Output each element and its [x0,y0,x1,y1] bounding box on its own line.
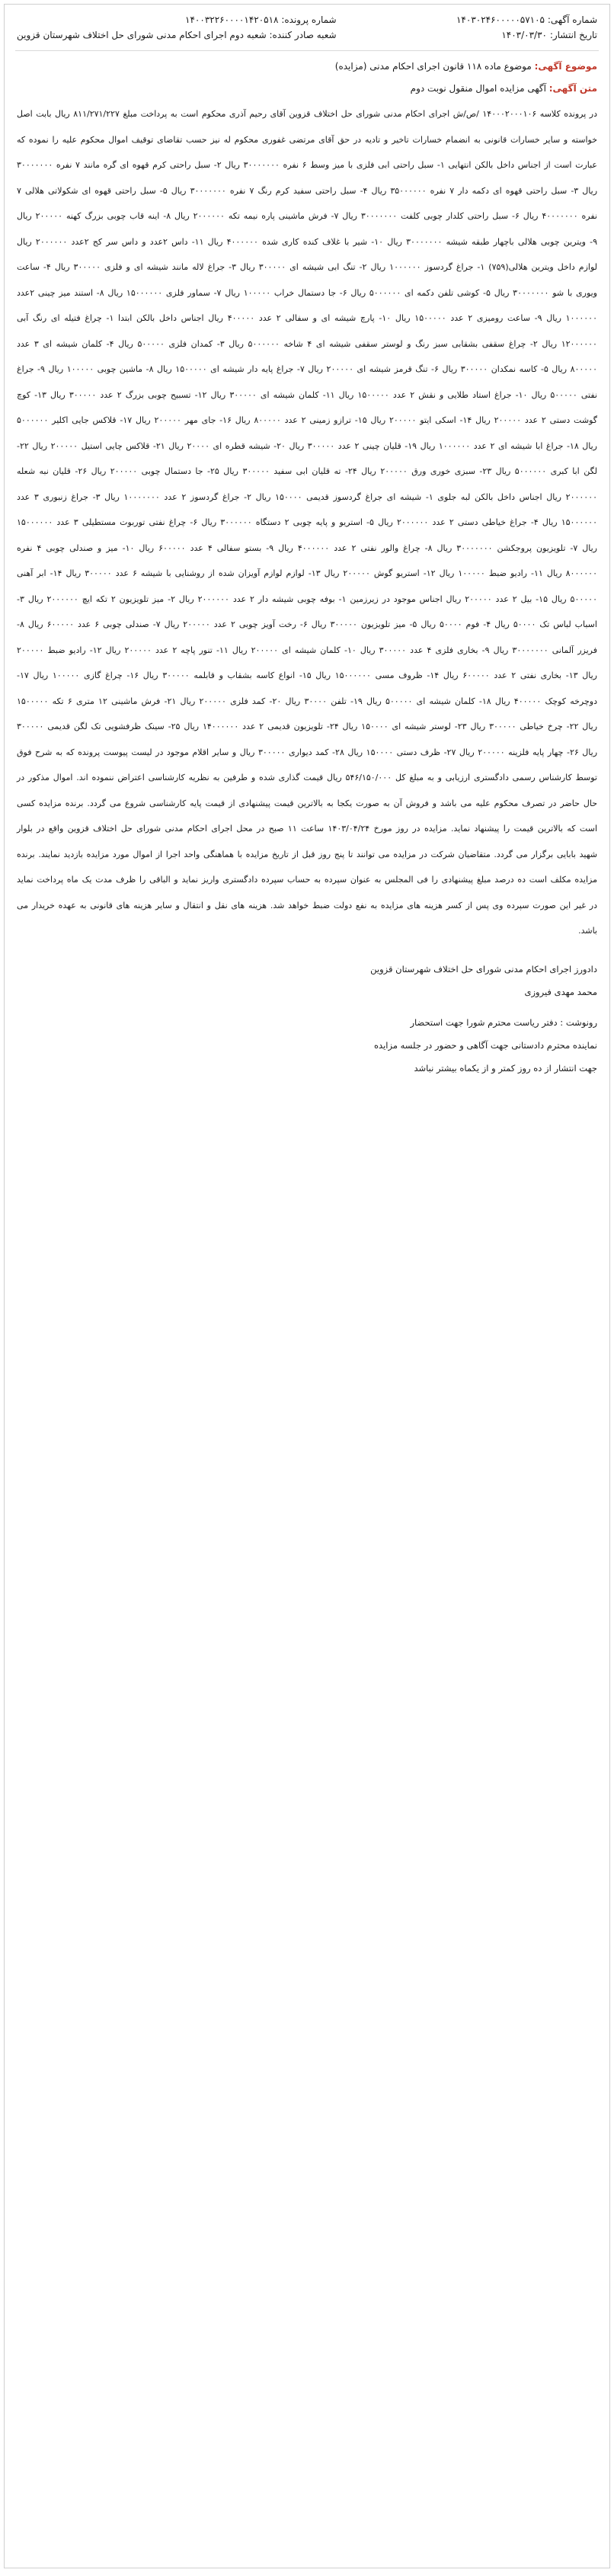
signature-office: دادورز اجرای احکام مدنی شورای حل اختلاف شهرستان قزوین [370,963,597,974]
publish-date-value: ۱۴۰۳/۰۳/۳۰ [501,30,547,40]
body-heading [17,80,597,97]
notice-sheet [4,4,610,2568]
copies-list [5,1003,609,1080]
case-number-value: ۱۴۰۰۳۲۲۶۰۰۰۰۱۴۲۰۵۱۸ [185,14,279,25]
case-number-label: شماره پرونده: [281,14,337,25]
body-paragraph: در پرونده کلاسه ۱۴۰۰۰۲۰۰۰۱۰۶ /ص/ش اجرای احکام مدنی شورای حل اختلاف قزوین آقای رحیم آذری محکوم است به پرداخت مبلغ ۸۱۱/۲۷۱/۲۲۷ ریال بابت اصل خواسته و سایر خسارات قانونی به انضمام خسارات تاخیر و تادیه در حق آقای مرتضی غفوری محکوم له نیز حسب تقاضای توقیف اموال محکوم علیه را نموده که عبارت است از اجناس داخل بالکن انتهایی ۱- سبل راحتی ابی فلزی با میز وسط ۶ نفره ۳۰۰۰۰۰۰۰ ریال ۲- سبل راحتی کرم قهوه ای گره مانند ۷ نفره ۳۰۰۰۰۰۰۰ ریال ۳- سبل راحتی قهوه ای دکمه دار ۷ نفره ۳۵۰۰۰۰۰۰ ریال ۴- سبل راحتی سفید کرم رنگ ۷ نفره ۳۰۰۰۰۰۰۰ ریال ۵- سبل راحتی قهوه ای شکولاتی هلالی ۷ نفره ۴۰۰۰۰۰۰۰ ریال ۶- سبل راحتی کلدار چوبی کلفت ۳۰۰۰۰۰۰۰ ریال ۷- فرش ماشینی پاره نیمه تکه ۲۰۰۰۰۰۰ ریال ۸- اینه قاب چوبی بزرگ کهنه ۲۰۰۰۰۰ ریال ۹- ویترین چوبی هلالی باچهار طبقه شیشه ۳۰۰۰۰۰۰۰ ریال ۱۰- شیر با غلاف کنده کاری شده ۴۰۰۰۰۰۰ ریال ۱۱- داس ۲عدد و داس سر کج ۲عدد ۲۰۰۰۰۰۰ ریال لوازم داخل ویترین هلالی(۷۵۹) ۱- جراغ گردسوز ۱۰۰۰۰۰۰ ریال ۲- تنگ ابی شیشه ای ۳۰۰۰۰۰ ریال ۳- جراغ لاله مانند شیشه ای و فلزی ۳۰۰۰۰۰ ریال ۴- ساعت ویوری با شو ۳۰۰۰۰۰۰۰ ریال ۵- کوشی تلفن دکمه ای ۵۰۰۰۰۰۰ ریال ۶- جا دستمال خراب ۱۰۰۰۰۰ ریال ۷- سماور فلزی ۱۵۰۰۰۰۰۰ ریال ۸- استند میز چینی ۲عدد ۱۰۰۰۰۰۰ ریال ۹- ساعت رومیزی ۲ عدد ۱۵۰۰۰۰۰ ریال ۱۰- پارچ شیشه ای و سفالی ۲ عدد ۴۰۰۰۰۰ ریال اجناس داخل بالکن ابتدا ۱- چراغ فتیله ای رنگ آبی ۱۲۰۰۰۰۰۰ ریال ۲- چراغ سقفی بشقابی سبز رنگ و لوستر سقفی شیشه ای ۴ شاخه ۵۰۰۰۰۰۰ ریال ۳- کمدان فلزی ۵۰۰۰۰۰ ریال ۴- کلمان شیشه ای ۳ عدد ۸۰۰۰۰۰ ریال ۵- کاسه نمکدان ۳۰۰۰۰۰ ریال ۶- تنگ قرمز شیشه ای ۲۰۰۰۰۰ ریال ۷- جراغ پایه دار شیشه ای ۱۵۰۰۰۰۰ ریال ۸- ماشین چوبی ۱۰۰۰۰۰ ریال ۹- جراغ نفتی ۵۰۰۰۰۰ ریال ۱۰- جراغ استاد طلایی و نقش ۲ عدد ۱۵۰۰۰۰۰ ریال ۱۱- کلمان شیشه ای ۳۰۰۰۰۰ ریال ۱۲- تسبیح چوبی بزرگ ۲ عدد ۳۰۰۰۰۰ ریال ۱۳- کوچ گوشت دستی ۲ عدد ۲۰۰۰۰۰ ریال ۱۴- اسکی ایتو ۲۰۰۰۰۰ ریال ۱۵- ترازو زمینی ۲ عدد ۸۰۰۰۰۰ ریال ۱۶- جای مهر ۲۰۰۰۰۰ ریال ۱۷- قلاکس جایی اکلیر ۵۰۰۰۰۰۰ ریال ۱۸- جراغ ابا شیشه ای ۲ عدد ۱۰۰۰۰۰۰ ریال ۱۹- قلیان چینی ۲ عدد ۳۰۰۰۰۰ ریال ۲۰- شیشه قطره ای ۲۰۰۰۰ ریال ۲۱- قلاکس چایی استیل ۲۰۰۰۰۰ ریال ۲۲- لگن ابا کبری ۵۰۰۰۰۰۰ ریال ۲۳- سبزی خوری ورق ۲۰۰۰۰۰ ریال ۲۴- ته قلیان ابی سفید ۳۰۰۰۰۰ ریال ۲۵- جا دستمال چوبی ۲۰۰۰۰۰ ریال ۲۶- قلیان نبه شعله ۲۰۰۰۰۰۰ ریال اجناس داخل بالکن لبه جلوی ۱- شیشه ای جراغ گردسوز قدیمی ۱۵۰۰۰۰ ریال ۲- جراغ گردسوز ۲ عدد ۱۰۰۰۰۰۰۰ ریال ۳- جراغ زنبوری ۳ عدد ۱۵۰۰۰۰۰۰ ریال ۴- جراغ خیاطی دستی ۲ عدد ۲۰۰۰۰۰۰ ریال ۵- استریو و پایه چوبی ۲ دستگاه ۳۰۰۰۰۰۰ ریال ۶- چراغ نفتی توربوت مستطیلی ۳ عدد ۱۵۰۰۰۰۰۰ ریال ۷- تلویزیون پروجکشن ۳۰۰۰۰۰۰۰ ریال ۸- چراغ والور نفتی ۲ عدد ۴۰۰۰۰۰۰ ریال ۹- بستو سفالی ۴ عدد ۶۰۰۰۰۰ ریال ۱۰- میز و صندلی چوبی ۴ نفره ۸۰۰۰۰۰۰ ریال ۱۱- رادیو ضبط ۱۰۰۰۰۰ ریال ۱۲- استریو گوش ۲۰۰۰۰۰ ریال ۱۳- لوازم لوازم آویزان شده از روشنایی با شیشه ۶ عدد ۳۰۰۰۰۰ ریال ۱۴- ابر آهنی ۵۰۰۰۰۰ ریال ۱۵- بیل ۲ عدد ۲۰۰۰۰۰ ریال اجناس موجود در زیرزمین ۱- بوفه چوبی شیشه دار ۲ عدد ۲۰۰۰۰۰۰ ریال ۲- میز تلویزیون ۲ تکه ایچ ۲۰۰۰۰۰۰ ریال ۳- اسباب لباس تک ۵۰۰۰۰ ریال ۴- فوم ۵۰۰۰۰ ریال ۵- میز تلویزیون ۳۰۰۰۰۰ ریال ۶- رخت آویز چوبی ۲ عدد ۲۰۰۰۰۰ ریال ۷- صندلی چوبی ۶ عدد ۶۰۰۰۰۰ ریال ۸- فریزر آلمانی ۳۰۰۰۰۰۰۰ ریال ۹- بخاری فلزی ۴ عدد ۳۰۰۰۰۰ ریال ۱۰- کلمان شیشه ای ۲۰۰۰۰۰ ریال ۱۱- تنور پاچه ۲ عدد ۲۰۰۰۰۰ ریال ۱۲- رادیو ضبط ۲۰۰۰۰۰ ریال ۱۳- بخاری نفتی ۲ عدد ۶۰۰۰۰۰ ریال ۱۴- ظروف مسی ۱۵۰۰۰۰۰۰ ریال ۱۵- انواع کاسه بشقاب و قابلمه ۳۰۰۰۰۰ ریال ۱۶- چراغ گازی ۱۰۰۰۰۰ ریال ۱۷- دوچرخه کوچک ۴۰۰۰۰۰ ریال ۱۸- کلمان شیشه ای ۵۰۰۰۰۰ ریال ۱۹- تلفن ۳۰۰۰۰ ریال ۲۰- کمد فلزی ۲۰۰۰۰۰ ریال ۲۱- فرش ماشینی ۱۲ متری ۶ تکه ۱۵۰۰۰۰۰ ریال ۲۲- چرخ خیاطی ۳۰۰۰۰۰ ریال ۲۳- لوستر شیشه ای ۱۵۰۰۰۰ ریال ۲۴- تلویزیون قدیمی ۲ عدد ۱۴۰۰۰۰۰۰ ریال ۲۵- سینک ظرفشویی تک لگن قدیمی ۳۰۰۰۰۰ ریال ۲۶- چهار پایه فلزینه ۲۰۰۰۰۰ ریال ۲۷- ظرف دستی ۱۵۰۰۰۰ ریال ۲۸- کمد دیواری ۳۰۰۰۰۰ ریال و سایر اقلام موجود در لیست پیوست پرونده که به شرح فوق توسط کارشناس رسمی دادگستری ارزیابی و به مبلغ کل ۵۴۶/۱۵۰/۰۰۰ ریال قیمت گذاری شده و طرفین به نظریه کارشناسی اعتراض ننموده اند. اموال مذکور در حال حاضر در تصرف محکوم علیه می باشد و فروش آن به صورت یکجا به بالاترین قیمت پیشنهادی از قیمت پایه کارشناسی شروع می گردد. برنده مزایده کسی است که بالاترین قیمت را پیشنهاد نماید. مزایده در روز مورخ ۱۴۰۳/۰۴/۲۴ ساعت ۱۱ صبح در محل اجرای احکام مدنی شورای حل اختلاف قزوین واقع در بلوار شهید بابایی برگزار می گردد. متقاضیان شرکت در مزایده می توانند تا پنج روز قبل از تاریخ مزایده با هماهنگی واحد اجرا از اموال مورد مزایده بازدید نمایند. برنده مزایده مکلف است ده درصد مبلغ پیشنهادی را فی المجلس به عنوان سپرده به حساب سپرده دادگستری واریز نماید و الباقی را ظرف مدت یک ماه پرداخت نماید در غیر این صورت سپرده وی پس از کسر هزینه های مزایده به نفع دولت ضبط خواهد شد. هزینه های نقل و انتقال و سایر هزینه های قانونی به عهده خریدار می باشد. [17,109,598,936]
copy-line: رونوشت : دفتر ریاست محترم شورا جهت استحضار [410,1016,597,1028]
meta-left-column [17,12,337,43]
ad-number-label: شماره آگهی: [547,14,597,25]
notice-meta [5,5,609,43]
notice-body [5,74,609,944]
body-title: آگهی مزایده اموال منقول نوبت دوم [410,83,546,94]
publish-date-label: تاریخ انتشار: [549,30,597,40]
meta-right-column [456,12,597,43]
publish-date [456,27,597,43]
header-divider [15,50,599,51]
ad-number [456,12,597,27]
body-label: متن آگهی: [548,83,597,94]
ad-number-value: ۱۴۰۳۰۲۴۶۰۰۰۰۰۵۷۱۰۵ [456,14,545,25]
case-number [185,12,337,27]
subject-text: موضوع ماده ۱۱۸ قانون اجرای احکام مدنی (مزایده) [334,61,532,72]
subject-label: موضوع آگهی: [534,61,597,72]
issuing-branch [17,27,337,43]
issuing-branch-label: شعبه صادر کننده: [269,30,337,40]
signature-block [5,944,609,1003]
issuing-branch-value: شعبه دوم اجرای احکام مدنی شورای حل اختلاف شهرستان قزوین [17,30,267,40]
copy-line: جهت انتشار از ده روز کمتر و از یکماه بیشتر نباشد [414,1062,597,1074]
copy-line: نماینده محترم دادستانی جهت آگاهی و حضور در جلسه مزایده [374,1039,597,1051]
signature-name: محمد مهدی فیروزی [524,986,597,997]
notice-subject [5,59,609,74]
